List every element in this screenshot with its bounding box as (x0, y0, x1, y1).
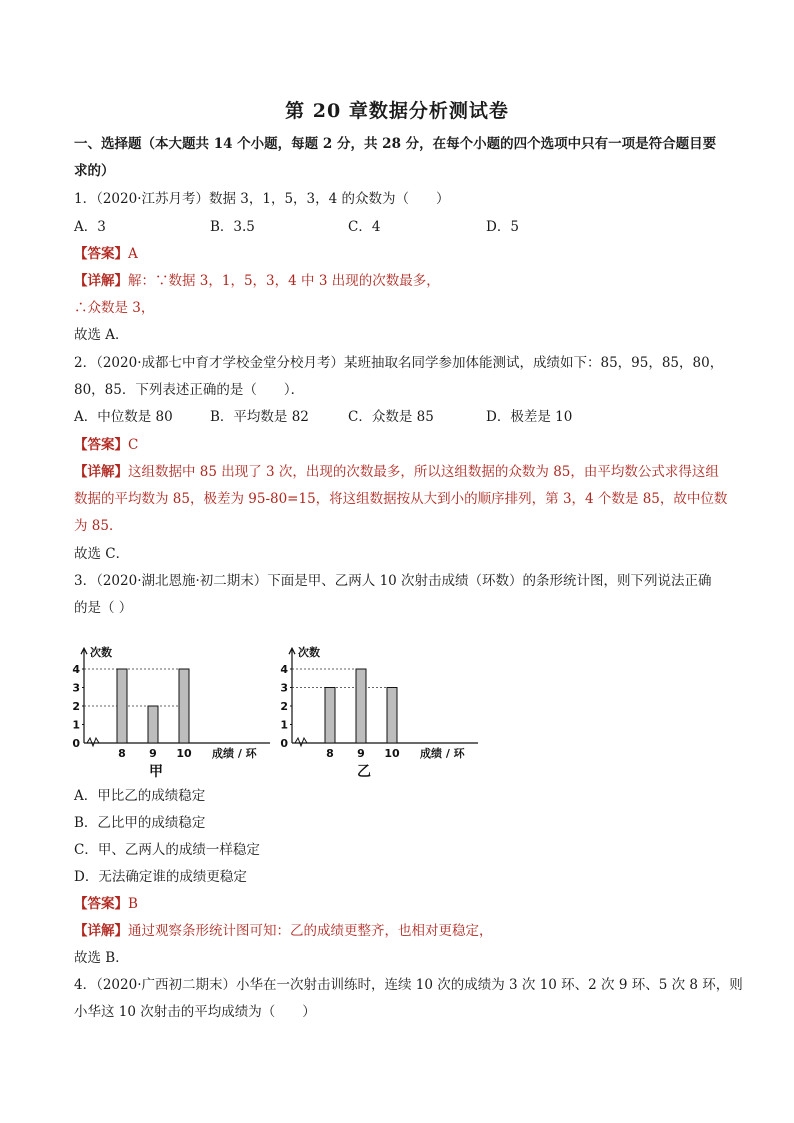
bar (179, 669, 189, 743)
detail-label: 【详解】 (74, 464, 128, 480)
y-tick-label: 3 (280, 681, 288, 695)
chart-title: 乙 (357, 764, 371, 780)
y-tick-label: 4 (72, 663, 80, 676)
q1-answer-value: A (128, 246, 138, 262)
q2-detail-line2: 数据的平均数为 85，极差为 95-80=15，将这组数据按从大到小的顺序排列，第 3，4 个数是 85，故中位数 (74, 491, 728, 507)
q2-option-d: D．极差是 10 (486, 409, 573, 425)
x-tick-label: 10 (176, 747, 192, 760)
axis-break (295, 738, 307, 746)
q4-stem-line2: 小华这 10 次射击的平均成绩为（ ） (74, 1004, 316, 1020)
q2-detail-text1: 这组数据中 85 出现了 3 次，出现的次数最多，所以这组数据的众数为 85，由平均数公式求得这组 (128, 464, 719, 480)
chart-jia (72, 645, 270, 780)
q3-conclusion: 故选 B． (74, 950, 129, 966)
q3-stem-line1: 3．（2020·湖北恩施·初二期末）下面是甲、乙两人 10 次射击成绩（环数）的条形统计图，则下列说法正确 (74, 573, 712, 589)
detail-label: 【详解】 (74, 923, 128, 939)
q2-conclusion: 故选 C． (74, 546, 130, 562)
y-axis-label: 次数 (90, 646, 112, 660)
y-tick-label: 2 (72, 700, 80, 713)
q1-option-b: B．3.5 (210, 219, 255, 235)
y-tick-label: 2 (280, 700, 288, 713)
bar (356, 669, 366, 743)
q2-detail-line1 (74, 462, 734, 482)
answer-label: 【答案】 (74, 437, 128, 453)
bar (117, 669, 127, 743)
q1-stem: 1．（2020·江苏月考）数据 3，1，5，3，4 的众数为（ ） (74, 191, 450, 207)
y-tick-label: 3 (72, 681, 80, 695)
q2-option-a: A．中位数是 80 (74, 409, 173, 425)
q3-charts (62, 623, 482, 781)
y-axis-label: 次数 (298, 646, 320, 660)
chart-yi (280, 645, 478, 780)
x-tick-label: 9 (149, 747, 157, 760)
x-tick-label: 9 (357, 747, 365, 760)
x-tick-label: 8 (118, 747, 126, 760)
q3-option-a: A．甲比乙的成绩稳定 (74, 788, 206, 804)
y-tick-label: 1 (280, 718, 288, 732)
y-tick-label: 4 (280, 663, 288, 676)
q2-option-b: B．平均数是 82 (210, 409, 309, 425)
q4-stem-line1: 4．（2020·广西初二期末）小华在一次射击训练时，连续 10 次的成绩为 3 次 10 环、2 次 9 环、5 次 8 环，则 (74, 977, 743, 993)
q2-detail-line3: 为 85． (74, 518, 123, 534)
x-axis-label: 成绩 / 环 (212, 747, 257, 760)
y-tick-label: 0 (280, 737, 288, 750)
q1-option-a: A．3 (74, 219, 106, 235)
q3-option-b: B．乙比甲的成绩稳定 (74, 815, 206, 831)
axis-break (87, 738, 99, 746)
q2-stem-line2: 80，85．下列表述正确的是（ ）． (74, 382, 305, 398)
q1-option-d: D．5 (486, 219, 519, 235)
q3-detail-text1: 通过观察条形统计图可知：乙的成绩更整齐，也相对更稳定， (128, 923, 493, 939)
y-tick-label: 0 (72, 737, 80, 750)
q2-stem-line1: 2．（2020·成都七中育才学校金堂分校月考）某班抽取名同学参加体能测试，成绩如下：85，95，85，80， (74, 355, 724, 371)
q1-detail-line1 (74, 271, 734, 291)
q1-answer (74, 244, 734, 264)
q1-conclusion: 故选 A． (74, 327, 129, 343)
answer-label: 【答案】 (74, 246, 128, 262)
q2-answer (74, 435, 734, 455)
section-heading-line1: 一、选择题（本大题共 14 个小题，每题 2 分，共 28 分，在每个小题的四个选项中只有一项是符合题目要 (74, 136, 717, 152)
section-heading-line2: 求的） (74, 163, 115, 179)
x-tick-label: 10 (384, 747, 400, 760)
q2-option-c: C．众数是 85 (348, 409, 434, 425)
q3-option-d: D．无法确定谁的成绩更稳定 (74, 869, 247, 885)
q3-answer (74, 894, 734, 914)
chart-title: 甲 (149, 764, 163, 780)
q3-detail-line1 (74, 921, 734, 941)
detail-label: 【详解】 (74, 273, 128, 289)
bar (148, 706, 158, 743)
answer-label: 【答案】 (74, 896, 128, 912)
q3-option-c: C．甲、乙两人的成绩一样稳定 (74, 842, 260, 858)
q1-option-c: C．4 (348, 219, 381, 235)
y-tick-label: 1 (72, 718, 80, 732)
q1-detail-line2: ∴众数是 3， (74, 300, 155, 316)
x-axis-label: 成绩 / 环 (420, 747, 465, 760)
q1-detail-text1: 解：∵数据 3，1，5，3，4 中 3 出现的次数最多， (128, 273, 440, 289)
q3-stem-line2: 的是（ ） (74, 600, 133, 616)
x-tick-label: 8 (326, 747, 334, 760)
bar (325, 688, 335, 744)
q3-answer-value: B (128, 896, 138, 912)
q2-answer-value: C (128, 437, 139, 453)
bar (387, 688, 397, 744)
page-title: 第 20 章数据分析测试卷 (285, 100, 509, 122)
